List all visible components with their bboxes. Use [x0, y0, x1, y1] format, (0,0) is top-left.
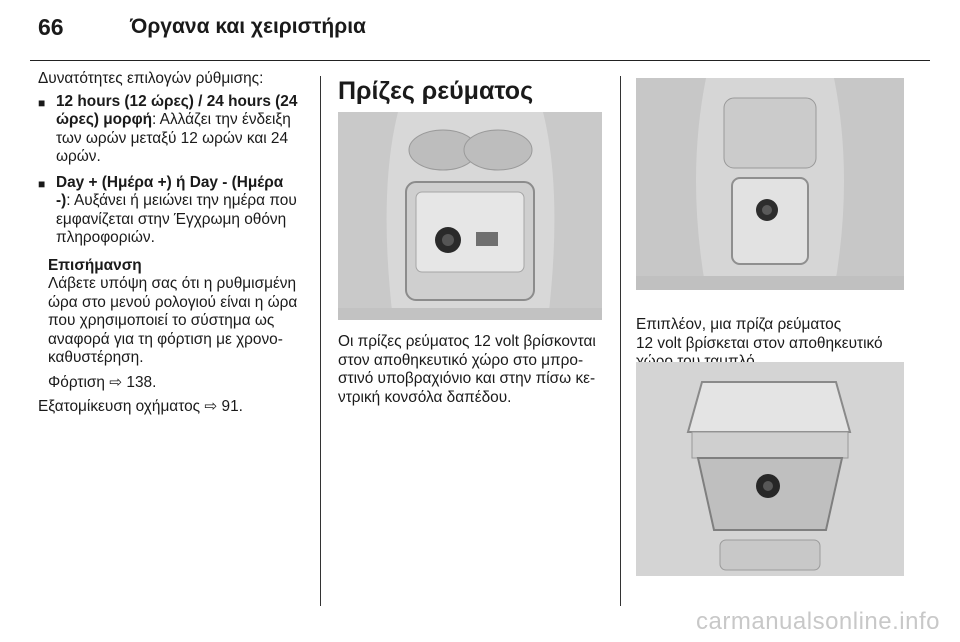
note-title: Επισήμανση: [48, 256, 142, 274]
bullet-marker: ■: [38, 176, 46, 191]
caption-line: Οι πρίζες ρεύματος 12 volt βρίσκονται: [338, 333, 596, 350]
watermark: carmanualsonline.info: [696, 608, 940, 635]
intro-text: Δυνατότητες επιλογών ρύθμισης:: [38, 70, 264, 87]
photo-dashboard-storage-outlet: [636, 362, 904, 576]
bullet-bold-text: Day + (Ημέρα +) ή Day - (Ημέρα: [56, 173, 284, 191]
page-title: Όργανα και χειριστήρια: [130, 15, 366, 38]
bullet-day-plus-minus: [38, 174, 310, 248]
note-line: αναφορά για τη φόρτιση με χρονο-: [48, 330, 283, 348]
note-line: ώρα στο μενού ρολογιού είναι η ώρα: [48, 293, 298, 311]
photo-front-armrest-outlet: [338, 112, 602, 320]
note-block: [38, 257, 310, 393]
page-ref-arrow-icon: ⇨: [109, 373, 123, 391]
note-line: καθυστέρηση.: [48, 349, 144, 366]
armrest-outlet-illustration: [338, 112, 602, 320]
bullet-bold-text: ώρες) μορφή: [56, 111, 152, 128]
page-header: [30, 8, 930, 52]
rear-console-illustration: [636, 78, 904, 290]
caption-line: στινό υποβραχιόνιο και στην πίσω κε-: [338, 370, 596, 387]
page-ref-arrow-icon: ⇨: [204, 398, 218, 415]
header-rule: [30, 60, 930, 61]
column-divider-2: [620, 76, 621, 606]
bullet-text: : Αυξάνει ή μειώνει την ημέρα που: [66, 192, 297, 209]
bullet-bold-text: -): [56, 192, 67, 209]
column-settings-text: [38, 70, 310, 417]
dashboard-storage-illustration: [636, 362, 904, 576]
power-outlets-caption: [338, 333, 612, 407]
caption-line: ντρική κονσόλα δαπέδου.: [338, 388, 512, 406]
charging-reference[interactable]: Φόρτιση ⇨ 138.: [48, 373, 157, 391]
bullet-marker: ■: [38, 95, 46, 110]
personalization-reference[interactable]: Εξατομίκευση οχήματος ⇨ 91.: [38, 398, 243, 415]
caption-line: 12 volt βρίσκεται στον αποθηκευτικό: [636, 334, 883, 352]
section-heading: Πρίζες ρεύματος: [338, 77, 534, 105]
caption-line: στον αποθηκευτικό χώρο στο μπρο-: [338, 351, 584, 369]
note-line: Λάβετε υπόψη σας ότι η ρυθμισμένη: [48, 275, 297, 292]
bullet-bold-text: 12 hours (12 ώρες) / 24 hours (24: [56, 92, 298, 110]
bullet-text: ωρών.: [56, 148, 101, 165]
bullet-text: των ωρών μεταξύ 12 ωρών και 24: [56, 129, 289, 147]
column-power-outlets: [338, 76, 608, 106]
bullet-text: πληροφοριών.: [56, 229, 155, 246]
bullet-text: : Αλλάζει την ένδειξη: [151, 111, 291, 128]
note-line: που χρησιμοποιεί το σύστημα ως: [48, 312, 275, 329]
column-divider-1: [320, 76, 321, 606]
caption-line: Επιπλέον, μια πρίζα ρεύματος: [636, 316, 842, 333]
photo-rear-console-outlet: [636, 78, 904, 290]
page-number: 66: [38, 14, 64, 40]
bullet-text: εμφανίζεται στην Έγχρωμη οθόνη: [56, 210, 287, 228]
bullet-12-24-hours: [38, 93, 310, 167]
